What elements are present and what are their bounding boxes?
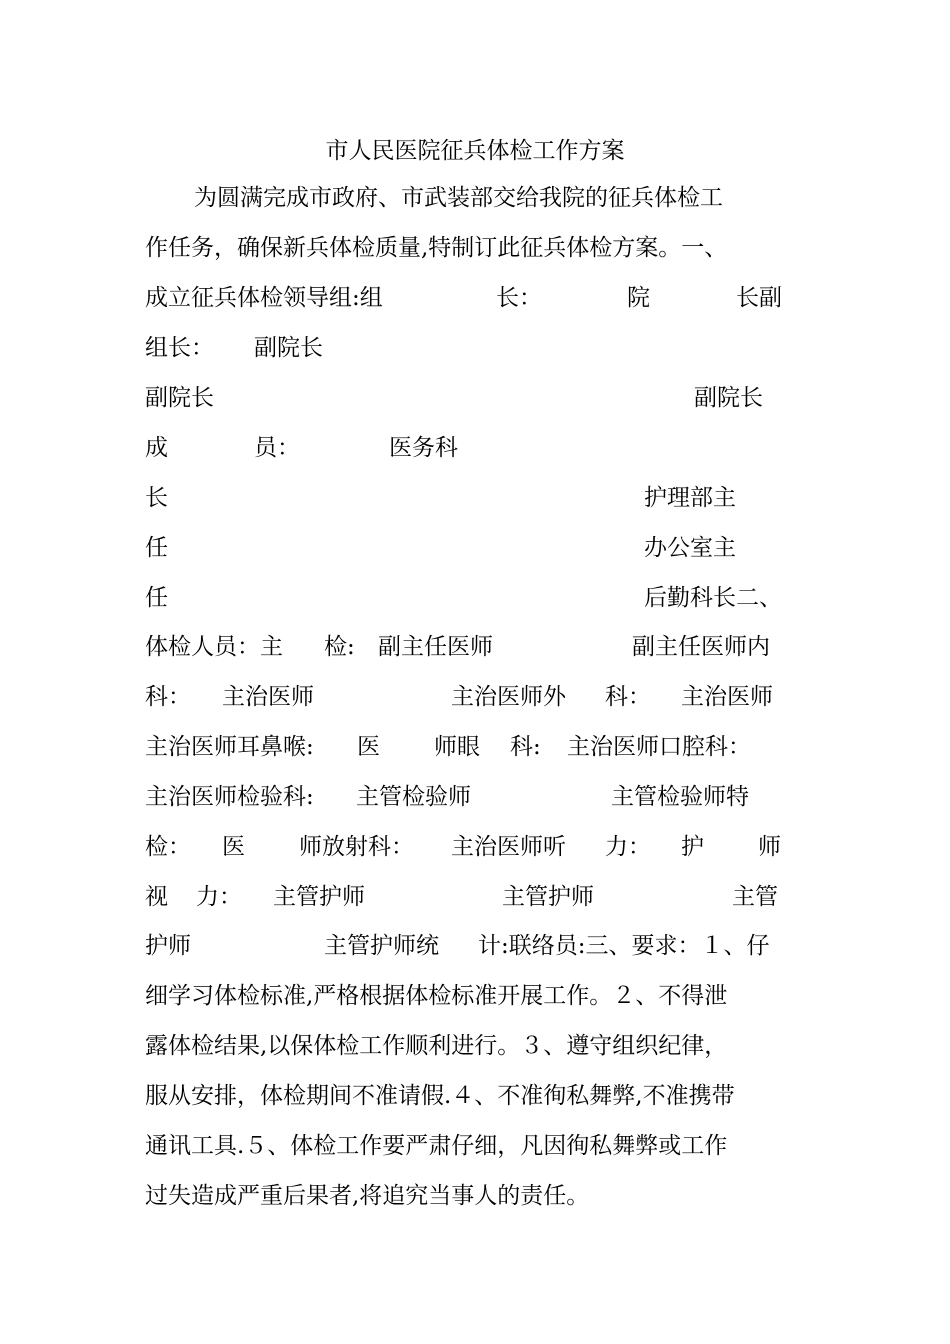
text-segment: 长副 bbox=[736, 285, 782, 311]
text-segment: 主治医师耳鼻喉: bbox=[145, 734, 314, 760]
text-segment: 主管护师统 bbox=[324, 933, 439, 959]
text-segment: 师眼 bbox=[434, 734, 480, 760]
text-segment: 主管检验师特 bbox=[611, 784, 749, 810]
text-segment: 护 bbox=[681, 834, 704, 860]
text-segment: 通讯工具.５、体检工作要严肃仔细，凡因徇私舞弊或工作 bbox=[145, 1133, 728, 1159]
paragraph-line bbox=[0, 926, 950, 966]
paragraph-line bbox=[0, 478, 950, 518]
text-segment: 力： bbox=[196, 884, 242, 910]
text-segment: 主治医师外 bbox=[451, 684, 566, 710]
text-segment: 医务科 bbox=[389, 435, 458, 461]
text-segment: 主治医师口腔科： bbox=[567, 734, 751, 760]
text-segment: 副院长 bbox=[694, 385, 763, 411]
paragraph-line bbox=[0, 1176, 950, 1216]
text-segment: 主管 bbox=[732, 884, 778, 910]
text-segment: 露体检结果,以保体检工作顺利进行。３、遵守组织纪律， bbox=[145, 1033, 728, 1059]
paragraph-line bbox=[0, 827, 950, 867]
paragraph-line bbox=[0, 178, 950, 218]
paragraph-line bbox=[0, 877, 950, 917]
text-segment: 主管护师 bbox=[502, 884, 594, 910]
paragraph-line bbox=[0, 378, 950, 418]
text-segment: 主管护师 bbox=[273, 884, 365, 910]
paragraph-line bbox=[0, 528, 950, 568]
text-segment: 医 bbox=[222, 834, 245, 860]
text-segment: 任 bbox=[145, 535, 168, 561]
paragraph-line bbox=[0, 1126, 950, 1166]
text-segment: 副院长 bbox=[145, 385, 214, 411]
text-segment: 师 bbox=[758, 834, 781, 860]
text-segment: 师放射科： bbox=[299, 834, 414, 860]
text-segment: 副主任医师内 bbox=[632, 634, 770, 660]
text-segment: 计:联络员:三、要求：１、仔 bbox=[478, 933, 770, 959]
text-segment: 主治医师检验科: bbox=[145, 784, 314, 810]
text-segment: 主治医师 bbox=[681, 684, 773, 710]
paragraph-line bbox=[0, 328, 950, 368]
paragraph-line bbox=[0, 727, 950, 767]
text-segment: 服从安排，体检期间不准请假.４、不准徇私舞弊,不准携带 bbox=[145, 1083, 735, 1109]
paragraph-line bbox=[0, 777, 950, 817]
text-segment: 办公室主 bbox=[644, 535, 736, 561]
text-segment: 护师 bbox=[145, 933, 191, 959]
text-segment: 副院长 bbox=[254, 335, 323, 361]
text-segment: 成 bbox=[145, 435, 168, 461]
text-segment: 成立征兵体检领导组:组 bbox=[145, 285, 383, 311]
text-segment: 科: bbox=[510, 734, 541, 760]
text-segment: 检： bbox=[145, 834, 191, 860]
paragraph-line bbox=[0, 228, 950, 268]
text-segment: 过失造成严重后果者,将追究当事人的责任。 bbox=[145, 1183, 590, 1209]
text-segment: 细学习体检标准,严格根据体检标准开展工作。２、不得泄 bbox=[145, 983, 728, 1009]
text-segment: 科： bbox=[145, 684, 191, 710]
text-segment: 作任务，确保新兵体检质量,特制订此征兵体检方案。一、 bbox=[145, 235, 728, 261]
paragraph-line bbox=[0, 677, 950, 717]
paragraph-line bbox=[0, 428, 950, 468]
paragraph-line bbox=[0, 278, 950, 318]
text-segment: 院 bbox=[627, 285, 650, 311]
text-segment: 长： bbox=[496, 285, 542, 311]
text-segment: 任 bbox=[145, 585, 168, 611]
text-segment: 科： bbox=[605, 684, 651, 710]
document-title: 市人民医院征兵体检工作方案 bbox=[325, 138, 625, 164]
paragraph-line bbox=[0, 976, 950, 1016]
text-segment: 主治医师 bbox=[222, 684, 314, 710]
text-segment: 后勤科长二、 bbox=[644, 585, 782, 611]
text-segment: 员： bbox=[254, 435, 300, 461]
text-segment: 护理部主 bbox=[644, 485, 736, 511]
text-segment: 视 bbox=[145, 884, 168, 910]
text-segment: 组长： bbox=[145, 335, 214, 361]
text-segment: 为圆满完成市政府、市武装部交给我院的征兵体检工 bbox=[194, 185, 723, 211]
text-segment: 医 bbox=[357, 734, 380, 760]
text-segment: 长 bbox=[145, 485, 168, 511]
text-segment: 主治医师听 bbox=[451, 834, 566, 860]
text-segment: 检: bbox=[324, 634, 355, 660]
paragraph-line bbox=[0, 627, 950, 667]
paragraph-line bbox=[0, 578, 950, 618]
paragraph-line bbox=[0, 1076, 950, 1116]
text-segment: 力： bbox=[605, 834, 651, 860]
text-segment: 副主任医师 bbox=[378, 634, 493, 660]
paragraph-line bbox=[0, 1026, 950, 1066]
text-segment: 主管检验师 bbox=[356, 784, 471, 810]
text-segment: 体检人员：主 bbox=[145, 634, 283, 660]
